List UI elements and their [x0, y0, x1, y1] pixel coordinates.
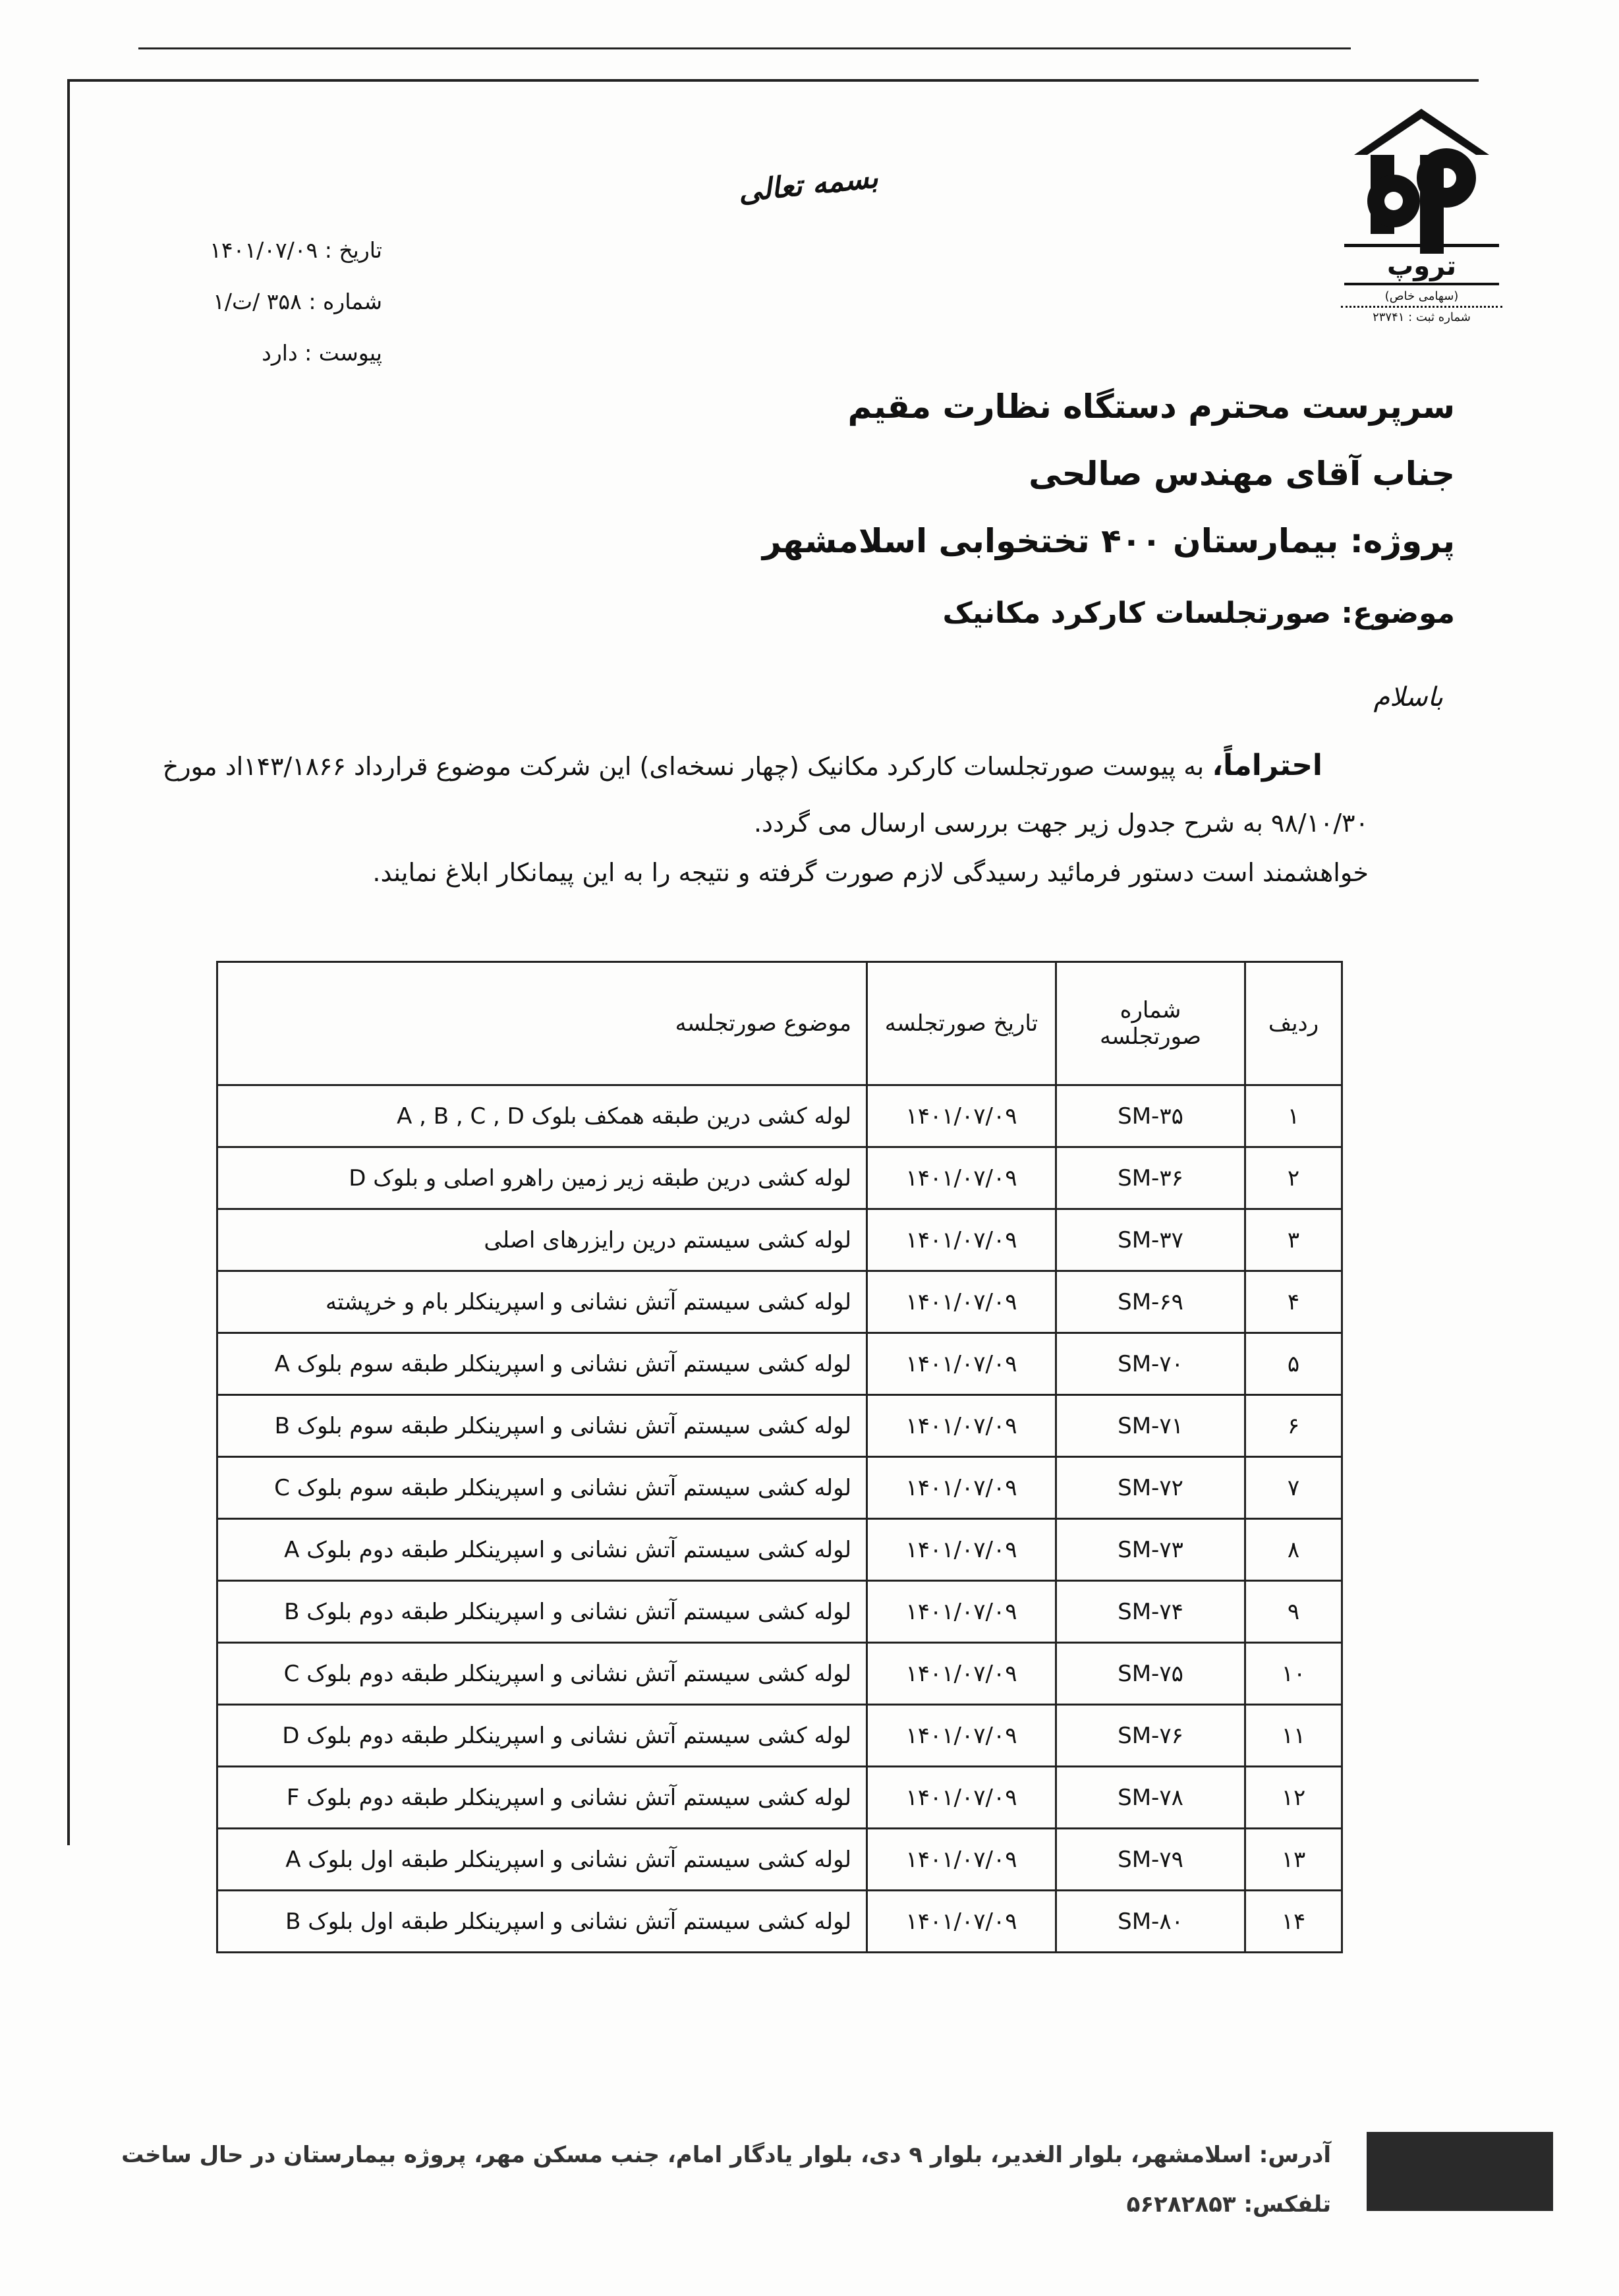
- row-number: ۳: [1245, 1209, 1342, 1271]
- row-number: ۱۴: [1245, 1891, 1342, 1953]
- minutes-number: SM-۷۲: [1056, 1457, 1245, 1519]
- row-number: ۱۲: [1245, 1767, 1342, 1829]
- minutes-date: ۱۴۰۱/۰۷/۰۹: [867, 1395, 1056, 1457]
- header-minutes-date: تاریخ صورتجلسه: [867, 962, 1056, 1085]
- logo-name: تروپ: [1387, 251, 1456, 281]
- minutes-subject: لوله کشی سیستم آتش نشانی و اسپرینکلر طبقه دوم بلوک F: [217, 1767, 867, 1829]
- table-row: [217, 1891, 1342, 1953]
- table-row: [217, 1271, 1342, 1333]
- greeting: باسلام: [1373, 682, 1443, 712]
- row-number: ۱۳: [1245, 1829, 1342, 1891]
- minutes-number: SM-۷۴: [1056, 1581, 1245, 1643]
- minutes-date: ۱۴۰۱/۰۷/۰۹: [867, 1519, 1056, 1581]
- table-row: [217, 1209, 1342, 1271]
- table-row: [217, 1767, 1342, 1829]
- minutes-number: SM-۷۰: [1056, 1333, 1245, 1395]
- header-minutes-subject: موضوع صورتجلسه: [217, 962, 867, 1085]
- minutes-subject: لوله کشی سیستم آتش نشانی و اسپرینکلر طبقه سوم بلوک A: [217, 1333, 867, 1395]
- minutes-subject: لوله کشی سیستم آتش نشانی و اسپرینکلر بام و خرپشته: [217, 1271, 867, 1333]
- minutes-date: ۱۴۰۱/۰۷/۰۹: [867, 1829, 1056, 1891]
- minutes-date: ۱۴۰۱/۰۷/۰۹: [867, 1209, 1056, 1271]
- table-row: [217, 1147, 1342, 1209]
- footer-phone: تلفکس: ۵۶۲۸۲۸۵۳: [1126, 2191, 1331, 2218]
- minutes-number: SM-۶۹: [1056, 1271, 1245, 1333]
- minutes-subject: لوله کشی سیستم آتش نشانی و اسپرینکلر طبقه دوم بلوک C: [217, 1643, 867, 1705]
- table-row: [217, 1519, 1342, 1581]
- table-row: [217, 1829, 1342, 1891]
- paragraph-lead: احتراماً،: [1212, 749, 1322, 782]
- top-border-line: [138, 47, 1351, 49]
- paragraph-request: خواهشمند است دستور فرمائید رسیدگی لازم صورت گرفته و نتیجه را به این پیمانکار ابلاغ نمایند.: [372, 858, 1369, 887]
- paragraph-text-1: به پیوست صورتجلسات کارکرد مکانیک (چهار نسخه‌ای) این شرکت موضوع قرارداد ۱۴۳/۱۸۶۶اد مورخ: [162, 752, 1205, 781]
- minutes-number: SM-۷۸: [1056, 1767, 1245, 1829]
- project-title: پروژه: بیمارستان ۴۰۰ تختخوابی اسلامشهر: [762, 522, 1455, 560]
- minutes-subject: لوله کشی سیستم آتش نشانی و اسپرینکلر طبقه سوم بلوک C: [217, 1457, 867, 1519]
- subject-line: موضوع: صورتجلسات کارکرد مکانیک: [942, 596, 1455, 630]
- minutes-date: ۱۴۰۱/۰۷/۰۹: [867, 1767, 1056, 1829]
- table-row: [217, 1085, 1342, 1147]
- letter-date: تاریخ : ۱۴۰۱/۰۷/۰۹: [210, 237, 382, 263]
- row-number: ۶: [1245, 1395, 1342, 1457]
- table-header-row: [217, 962, 1342, 1085]
- minutes-subject: لوله کشی سیستم آتش نشانی و اسپرینکلر طبقه دوم بلوک A: [217, 1519, 867, 1581]
- minutes-subject: لوله کشی سیستم آتش نشانی و اسپرینکلر طبقه اول بلوک A: [217, 1829, 867, 1891]
- registration-number: شماره ثبت : ۲۳۷۴۱: [1373, 310, 1471, 324]
- minutes-table: [216, 961, 1343, 1953]
- minutes-number: SM-۷۳: [1056, 1519, 1245, 1581]
- minutes-number: SM-۷۹: [1056, 1829, 1245, 1891]
- top-inner-border-line: [69, 79, 1479, 82]
- header-row-number: ردیف: [1245, 962, 1342, 1085]
- minutes-subject: لوله کشی سیستم آتش نشانی و اسپرینکلر طبقه سوم بلوک B: [217, 1395, 867, 1457]
- row-number: ۱: [1245, 1085, 1342, 1147]
- minutes-number: SM-۷۱: [1056, 1395, 1245, 1457]
- minutes-subject: لوله کشی سیستم آتش نشانی و اسپرینکلر طبقه دوم بلوک B: [217, 1581, 867, 1643]
- minutes-subject: لوله کشی سیستم آتش نشانی و اسپرینکلر طبقه اول بلوک B: [217, 1891, 867, 1953]
- table-row: [217, 1457, 1342, 1519]
- minutes-date: ۱۴۰۱/۰۷/۰۹: [867, 1147, 1056, 1209]
- minutes-subject: لوله کشی سیستم آتش نشانی و اسپرینکلر طبقه دوم بلوک D: [217, 1705, 867, 1767]
- row-number: ۷: [1245, 1457, 1342, 1519]
- minutes-date: ۱۴۰۱/۰۷/۰۹: [867, 1891, 1056, 1953]
- logo-mark-icon: [1341, 102, 1502, 254]
- recipient-title: سرپرست محترم دستگاه نظارت مقیم: [847, 387, 1455, 426]
- minutes-date: ۱۴۰۱/۰۷/۰۹: [867, 1705, 1056, 1767]
- row-number: ۵: [1245, 1333, 1342, 1395]
- row-number: ۹: [1245, 1581, 1342, 1643]
- footer-address: آدرس: اسلامشهر، بلوار الغدیر، بلوار ۹ دی، بلوار یادگار امام، جنب مسکن مهر، پروژه بیمارستان در حال ساخت: [121, 2142, 1331, 2168]
- row-number: ۴: [1245, 1271, 1342, 1333]
- letter-number: شماره : ۳۵۸ /ت/۱: [213, 289, 382, 314]
- row-number: ۸: [1245, 1519, 1342, 1581]
- minutes-date: ۱۴۰۱/۰۷/۰۹: [867, 1457, 1056, 1519]
- minutes-subject: لوله کشی سیستم درین رایزرهای اصلی: [217, 1209, 867, 1271]
- minutes-number: SM-۳۶: [1056, 1147, 1245, 1209]
- minutes-date: ۱۴۰۱/۰۷/۰۹: [867, 1271, 1056, 1333]
- bismillah-heading: بسمه تعالی: [736, 161, 880, 209]
- table-row: [217, 1333, 1342, 1395]
- minutes-number: SM-۷۶: [1056, 1705, 1245, 1767]
- minutes-date: ۱۴۰۱/۰۷/۰۹: [867, 1085, 1056, 1147]
- minutes-number: SM-۷۵: [1056, 1643, 1245, 1705]
- table-row: [217, 1395, 1342, 1457]
- table-row: [217, 1705, 1342, 1767]
- minutes-subject: لوله کشی درین طبقه همکف بلوک A , B , C , D: [217, 1085, 867, 1147]
- minutes-number: SM-۸۰: [1056, 1891, 1245, 1953]
- header-minutes-number: شماره صورتجلسه: [1056, 962, 1245, 1085]
- minutes-date: ۱۴۰۱/۰۷/۰۹: [867, 1333, 1056, 1395]
- row-number: ۱۱: [1245, 1705, 1342, 1767]
- minutes-date: ۱۴۰۱/۰۷/۰۹: [867, 1581, 1056, 1643]
- left-border-line: [67, 79, 70, 1845]
- paragraph-line-1: [163, 751, 1322, 780]
- footer-dark-block: [1367, 2132, 1553, 2211]
- minutes-number: SM-۳۵: [1056, 1085, 1245, 1147]
- recipient-name: جناب آقای مهندس صالحی: [1029, 455, 1455, 493]
- logo-subtitle: (سهامی خاص): [1384, 289, 1459, 303]
- minutes-subject: لوله کشی درین طبقه زیر زمین راهرو اصلی و بلوک D: [217, 1147, 867, 1209]
- company-logo: [1341, 102, 1502, 323]
- row-number: ۱۰: [1245, 1643, 1342, 1705]
- row-number: ۲: [1245, 1147, 1342, 1209]
- minutes-date: ۱۴۰۱/۰۷/۰۹: [867, 1643, 1056, 1705]
- table-row: [217, 1581, 1342, 1643]
- table-row: [217, 1643, 1342, 1705]
- paragraph-line-2: ۹۸/۱۰/۳۰ به شرح جدول زیر جهت بررسی ارسال می گردد.: [753, 809, 1369, 838]
- letter-attachment: پیوست : دارد: [262, 340, 382, 366]
- minutes-number: SM-۳۷: [1056, 1209, 1245, 1271]
